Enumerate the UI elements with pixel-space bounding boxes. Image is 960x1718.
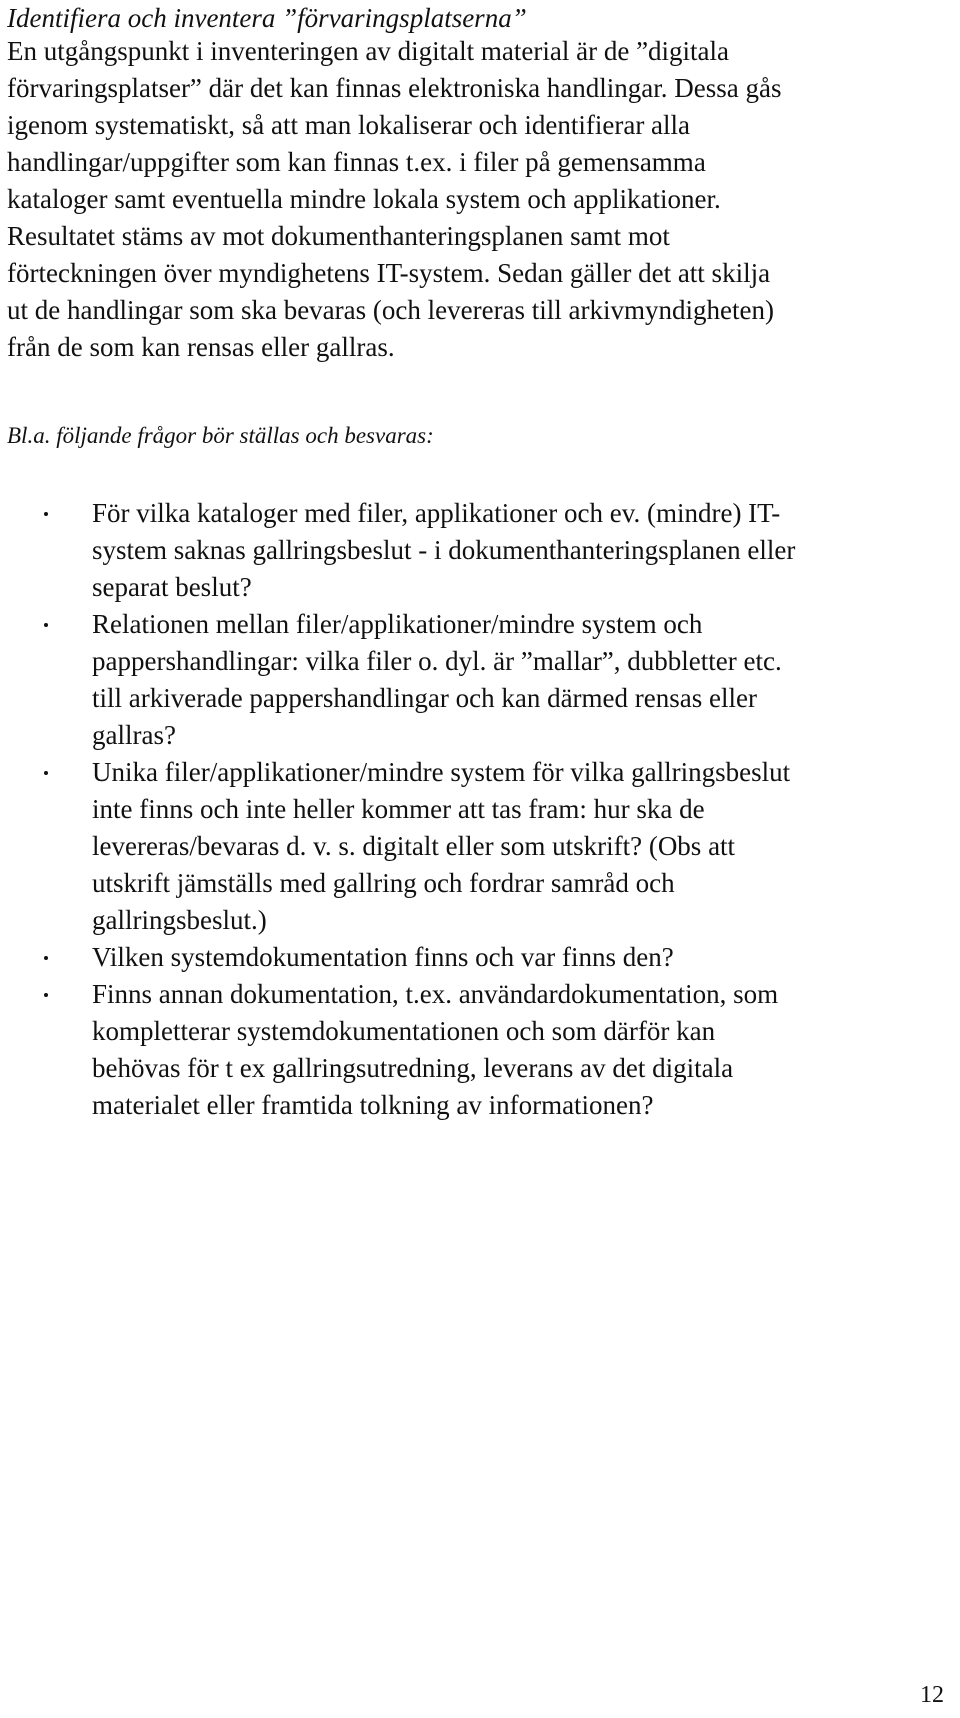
intro-line: handlingar/uppgifter som kan finnas t.ex. i filer på gemensamma [7, 147, 706, 177]
bullet-icon [44, 956, 48, 960]
list-item-line: utskrift jämställs med gallring och fordrar samråd och [92, 868, 675, 898]
list-item [0, 606, 960, 754]
intro-line: igenom systematiskt, så att man lokaliserar och identifierar alla [7, 110, 691, 140]
bullet-icon [44, 512, 48, 516]
list-item-line: Relationen mellan filer/applikationer/mindre system och [92, 609, 703, 639]
bullet-icon [44, 623, 48, 627]
list-item-line: till arkiverade pappershandlingar och kan därmed rensas eller [92, 683, 757, 713]
list-item [0, 939, 960, 976]
bullet-icon [44, 993, 48, 997]
section-heading: Identifiera och inventera ”förvaringsplatserna” [7, 3, 527, 33]
page-number: 12 [920, 1682, 944, 1708]
intro-line: En utgångspunkt i inventeringen av digitalt material är de ”digitala [7, 36, 730, 66]
intro-line: kataloger samt eventuella mindre lokala system och applikationer. [7, 184, 721, 214]
intro-line: Resultatet stäms av mot dokumenthanteringsplanen samt mot [7, 221, 670, 251]
list-item [0, 495, 960, 606]
list-item-line: behövas för t ex gallringsutredning, leverans av det digitala [92, 1053, 734, 1083]
questions-list [0, 495, 960, 1124]
intro-line: förteckningen över myndighetens IT-system. Sedan gäller det att skilja [7, 258, 771, 288]
bullet-icon [44, 771, 48, 775]
list-item [0, 976, 960, 1124]
list-item-line: Unika filer/applikationer/mindre system för vilka gallringsbeslut [92, 757, 791, 787]
list-item-line: Vilken systemdokumentation finns och var finns den? [92, 942, 674, 972]
list-item-line: separat beslut? [92, 572, 252, 602]
intro-paragraph [7, 33, 957, 366]
list-item-line: gallras? [92, 720, 176, 750]
list-item-line: pappershandlingar: vilka filer o. dyl. är ”mallar”, dubbletter etc. [92, 646, 782, 676]
list-item-line: inte finns och inte heller kommer att tas fram: hur ska de [92, 794, 705, 824]
intro-line: från de som kan rensas eller gallras. [7, 332, 395, 362]
list-item-line: system saknas gallringsbeslut - i dokumenthanteringsplanen eller [92, 535, 796, 565]
list-item-line: För vilka kataloger med filer, applikationer och ev. (mindre) IT- [92, 498, 781, 528]
intro-line: ut de handlingar som ska bevaras (och levereras till arkivmyndigheten) [7, 295, 774, 325]
intro-line: förvaringsplatser” där det kan finnas elektroniska handlingar. Dessa gås [7, 73, 782, 103]
questions-subheading: Bl.a. följande frågor bör ställas och besvaras: [7, 423, 434, 448]
list-item-line: kompletterar systemdokumentationen och som därför kan [92, 1016, 716, 1046]
list-item-line: Finns annan dokumentation, t.ex. användardokumentation, som [92, 979, 779, 1009]
list-item-line: levereras/bevaras d. v. s. digitalt eller som utskrift? (Obs att [92, 831, 736, 861]
list-item [0, 754, 960, 939]
list-item-line: gallringsbeslut.) [92, 905, 267, 935]
list-item-line: materialet eller framtida tolkning av informationen? [92, 1090, 654, 1120]
